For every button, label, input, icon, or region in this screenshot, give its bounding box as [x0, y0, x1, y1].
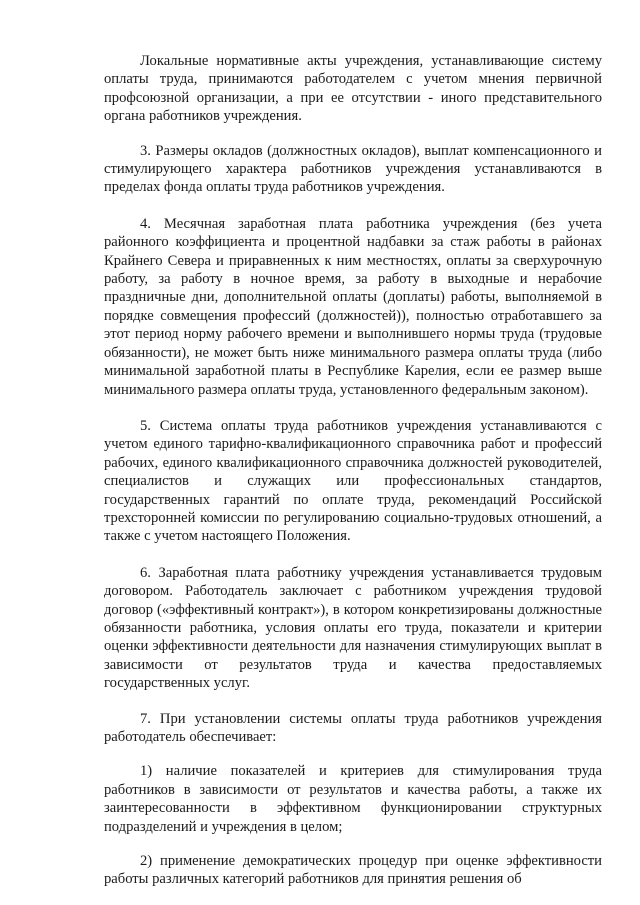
paragraph-subitem-2: 2) применение демократических процедур при оценке эффективности работы различных категорий работников для принятия решения об [104, 853, 602, 888]
paragraph-item-5: 5. Система оплаты труда работников учреждения устанавливаются с учетом единого тарифно-квалификационного справочника работ и профессий рабочих, единого квалификационного справочника должностей руководителей, специалистов и служащих или профессиональных стандартов, государственных гарантий по оплате труда, рекомендаций Российской трехсторонней комиссии по регулированию социально-трудовых отношений, а также с учетом настоящего Положения. [104, 417, 602, 545]
paragraph-subitem-1: 1) наличие показателей и критериев для стимулирования труда работников в зависимости от результатов и качества работы, а также их заинтересованности в эффективном функционировании структурных подразделений и учреждения в целом; [104, 763, 602, 835]
paragraph-item-3: 3. Размеры окладов (должностных окладов), выплат компенсационного и стимулирующего характера работников учреждения устанавливаются в пределах фонда оплаты труда работников учреждения. [104, 142, 602, 196]
paragraph-local-acts: Локальные нормативные акты учреждения, устанавливающие систему оплаты труда, принимаются работодателем с учетом мнения первичной профсоюзной организации, а при ее отсутствии - иного представительного органа работников учреждения. [104, 53, 602, 125]
paragraph-item-4: 4. Месячная заработная плата работника учреждения (без учета районного коэффициента и процентной надбавки за стаж работы в районах Крайнего Севера и приравненных к ним местностях, оплаты за сверхурочную работу, за работу в ночное время, за работу в выходные и нерабочие праздничные дни, дополнительной оплаты (доплаты) работы, выполняемой в порядке совмещения профессий (должностей)), полностью отработавшего за этот период норму рабочего времени и выполнившего нормы труда (трудовые обязанности), не может быть ниже минимального размера оплаты труда (либо минимальной заработной платы в Республике Карелия, если ее размер выше минимального размера оплаты труда, установленного федеральным законом). [104, 215, 602, 398]
paragraph-item-7: 7. При установлении системы оплаты труда работников учреждения работодатель обеспечивает: [104, 710, 602, 745]
paragraph-item-6: 6. Заработная плата работнику учреждения устанавливается трудовым договором. Работодатель заключает с работником учреждения трудовой договор («эффективный контракт»), в котором конкретизированы должностные обязанности работника, условия оплаты его труда, показатели и критерии оценки эффективности деятельности для назначения стимулирующих выплат в зависимости от результатов труда и качества предоставляемых государственных услуг. [104, 564, 602, 692]
